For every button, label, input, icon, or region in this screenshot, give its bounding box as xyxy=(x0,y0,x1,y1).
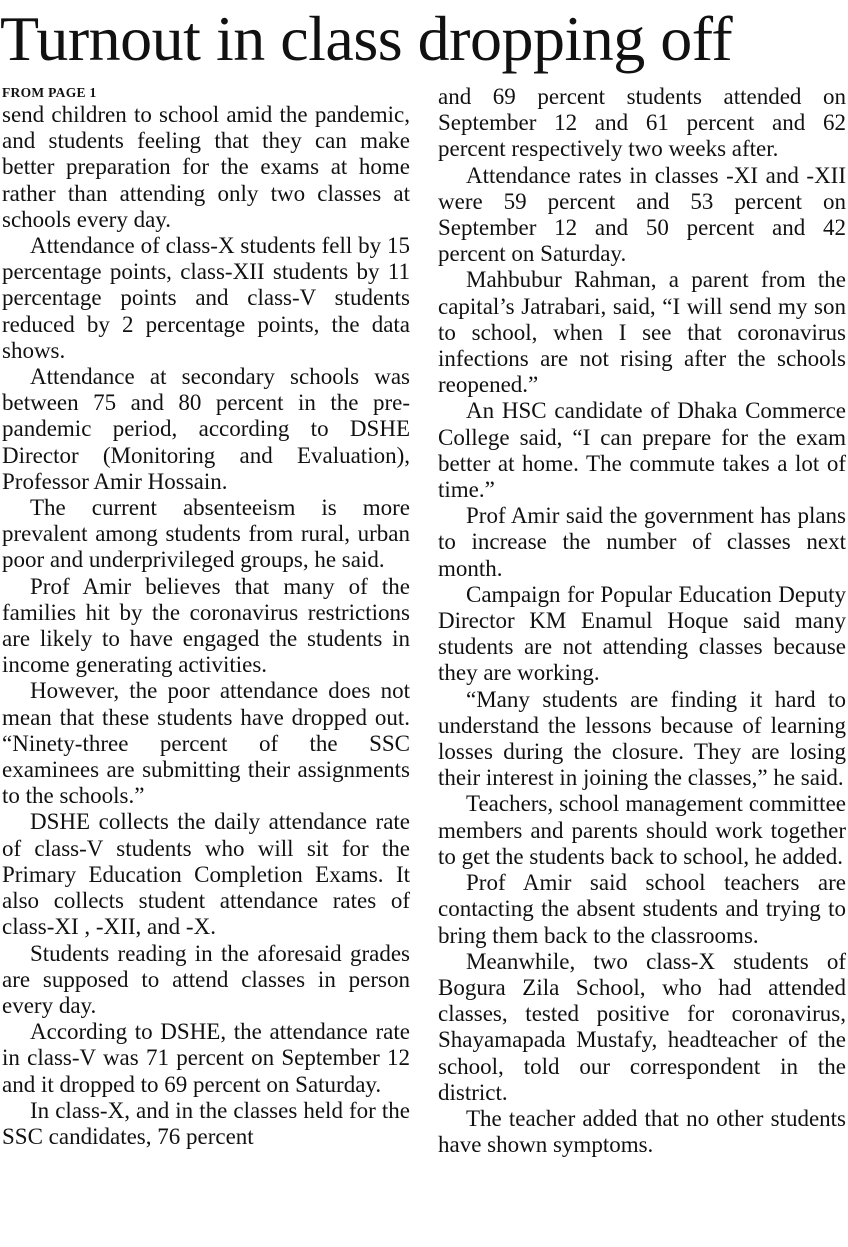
article-column-left xyxy=(2,84,410,1150)
paragraph: and 69 percent students attended on September 12 and 61 percent and 62 percent respectively two weeks after. xyxy=(438,84,846,162)
paragraph: According to DSHE, the attendance rate in class-V was 71 percent on September 12 and it dropped to 69 percent on Saturday. xyxy=(2,1019,410,1097)
paragraph: “Many students are finding it hard to understand the lessons because of learning losses during the closure. They are losing their interest in joining the classes,” he said. xyxy=(438,686,846,791)
paragraph: The current absenteeism is more prevalent among students from rural, urban poor and underprivileged groups, he said. xyxy=(2,495,410,573)
paragraph: An HSC candidate of Dhaka Commerce College said, “I can prepare for the exam better at home. The commute takes a lot of time.” xyxy=(438,398,846,503)
paragraph: In class-X, and in the classes held for the SSC candidates, 76 percent xyxy=(2,1097,410,1149)
paragraph: Mahbubur Rahman, a parent from the capital’s Jatrabari, said, “I will send my son to school, when I see that coronavirus infections are not rising after the schools reopened.” xyxy=(438,267,846,398)
paragraph: Prof Amir said the government has plans to increase the number of classes next month. xyxy=(438,503,846,581)
article-column-right xyxy=(438,84,846,1158)
paragraph: Campaign for Popular Education Deputy Director KM Enamul Hoque said many students are not attending classes because they are working. xyxy=(438,581,846,686)
article-headline: Turnout in class dropping off xyxy=(0,3,733,74)
paragraph: DSHE collects the daily attendance rate of class-V students who will sit for the Primary Education Completion Exams. It also collects student attendance rates of class-XI , -XII, and -X. xyxy=(2,809,410,940)
jump-line: FROM PAGE 1 xyxy=(2,85,97,100)
paragraph: Teachers, school management committee members and parents should work together to get the students back to school, he added. xyxy=(438,791,846,869)
paragraph: Students reading in the aforesaid grades are supposed to attend classes in person every day. xyxy=(2,940,410,1018)
paragraph: Prof Amir said school teachers are contacting the absent students and trying to bring them back to the classrooms. xyxy=(438,870,846,948)
paragraph: send children to school amid the pandemic, and students feeling that they can make better preparation for the exams at home rather than attending only two classes at schools every day. xyxy=(2,102,410,232)
paragraph: Prof Amir believes that many of the families hit by the coronavirus restrictions are likely to have engaged the students in income generating activities. xyxy=(2,573,410,678)
paragraph: Attendance rates in classes -XI and -XII were 59 percent and 53 percent on September 12 and 50 percent and 42 percent on Saturday. xyxy=(438,162,846,267)
paragraph: Attendance of class-X students fell by 15 percentage points, class-XII students by 11 percentage points and class-V students reduced by 2 percentage points, the data shows. xyxy=(2,233,410,363)
paragraph: However, the poor attendance does not mean that these students have dropped out. “Ninety-three percent of the SSC examinees are submitting their assignments to the schools.” xyxy=(2,678,410,809)
paragraph: Meanwhile, two class-X students of Bogura Zila School, who had attended classes, tested positive for coronavirus, Shayamapada Mustafy, headteacher of the school, told our correspondent in the district. xyxy=(438,948,846,1105)
paragraph: The teacher added that no other students have shown symptoms. xyxy=(438,1105,846,1158)
paragraph: Attendance at secondary schools was between 75 and 80 percent in the pre-pandemic period, according to DSHE Director (Monitoring and Evaluation), Professor Amir Hossain. xyxy=(2,364,410,494)
